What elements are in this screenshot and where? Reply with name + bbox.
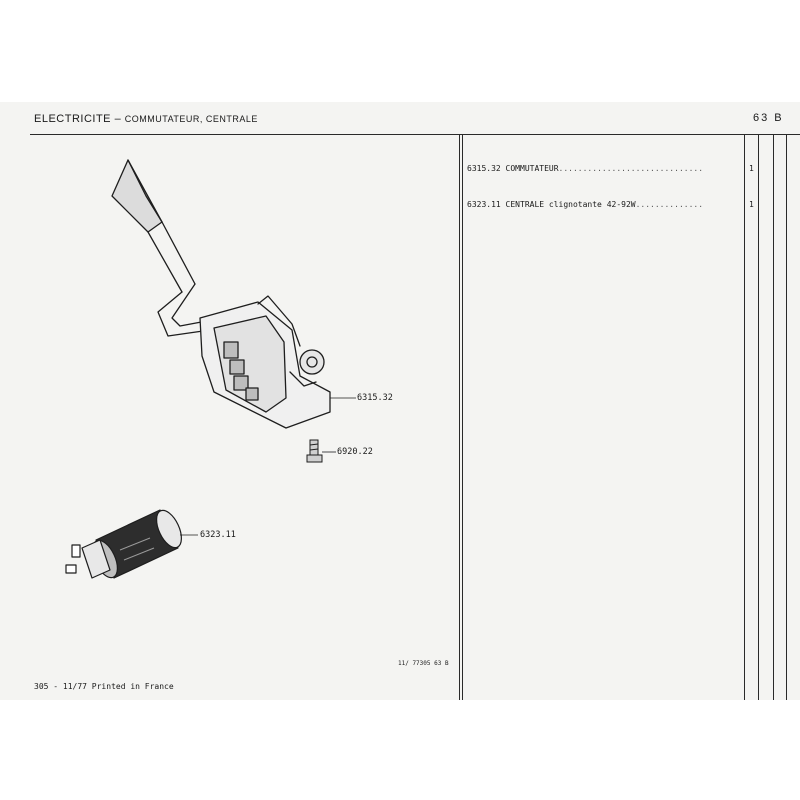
- part-qty: 1: [749, 164, 754, 173]
- part-label: CENTRALE clignotante 42-92W: [505, 200, 636, 209]
- part-ref: 6315.32: [467, 164, 501, 173]
- leader-dots: ..............................: [558, 164, 704, 173]
- print-footer: 305 - 11/77 Printed in France: [34, 682, 174, 691]
- page-number: 63 B: [753, 112, 784, 124]
- title-separator: –: [114, 113, 122, 125]
- section-subtitle: COMMUTATEUR, CENTRALE: [124, 114, 258, 124]
- callout-screw: 6920.22: [337, 447, 373, 457]
- flasher-unit-illustration: [66, 507, 187, 582]
- document-reference: 11/ 77305 63 B: [398, 660, 449, 667]
- part-ref: 6323.11: [467, 200, 501, 209]
- callout-flasher: 6323.11: [200, 530, 236, 540]
- screw-illustration: [307, 440, 322, 462]
- part-label: COMMUTATEUR: [505, 164, 559, 173]
- turn-signal-switch-illustration: [112, 160, 330, 428]
- leader-dots: ..............: [635, 200, 704, 209]
- callout-switch: 6315.32: [357, 393, 393, 403]
- section-title: ELECTRICITE: [34, 113, 112, 125]
- part-qty: 1: [749, 200, 754, 209]
